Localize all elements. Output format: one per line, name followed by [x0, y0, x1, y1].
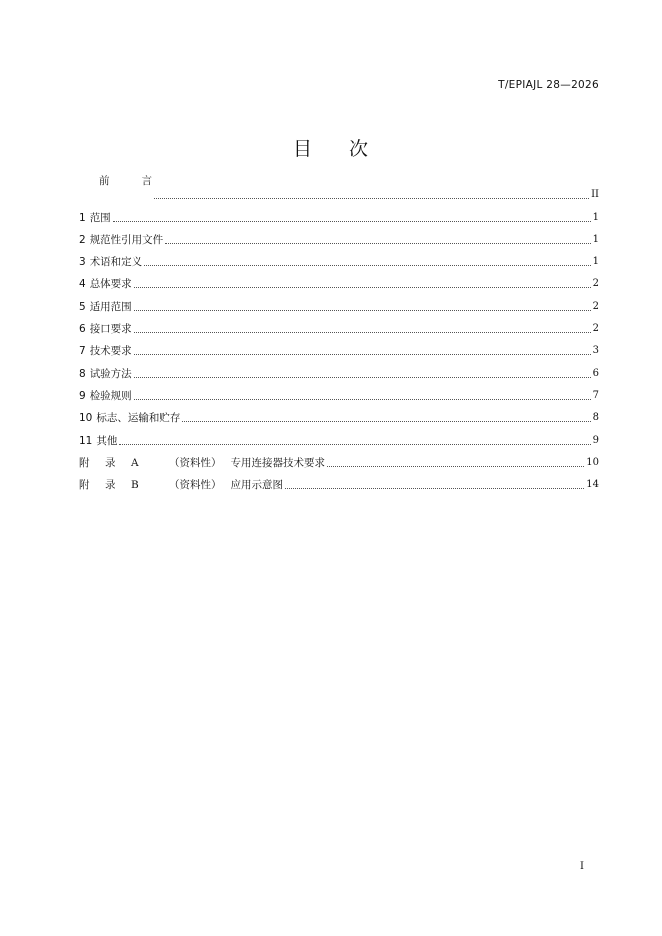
annex-word1: 附	[79, 479, 90, 492]
annex-letter: A	[131, 456, 139, 469]
section-number: 1	[79, 211, 86, 224]
toc-page-number: 2	[592, 323, 599, 335]
toc-page-number: 3	[592, 345, 599, 357]
dot-leader	[119, 443, 590, 445]
toc-title	[0, 134, 662, 161]
annex-nature: （资料性）	[169, 456, 222, 469]
section-number: 9	[79, 389, 86, 402]
section-title: 其他	[96, 434, 118, 447]
section-number: 7	[79, 345, 86, 358]
toc-page-number: 9	[592, 434, 599, 446]
toc-page-number: 6	[592, 367, 599, 379]
section-number: 6	[79, 323, 86, 336]
toc-page-number: 1	[592, 211, 599, 223]
toc-page-number: 1	[592, 256, 599, 268]
toc-entry-section[interactable]	[79, 403, 599, 425]
toc-entry-section[interactable]	[79, 336, 599, 358]
page-number: I	[580, 861, 584, 872]
dot-leader	[154, 197, 589, 199]
table-of-contents	[79, 175, 599, 492]
toc-entry-annex-a[interactable]	[79, 448, 599, 470]
section-number: 11	[79, 434, 93, 447]
annex-word2: 录	[105, 456, 116, 469]
foreword-char1: 前	[99, 175, 110, 188]
dot-leader	[134, 376, 591, 378]
toc-entry-section[interactable]	[79, 425, 599, 447]
dot-leader	[327, 465, 584, 467]
toc-entry-section[interactable]	[79, 358, 599, 380]
dot-leader	[134, 353, 591, 355]
toc-page-number: 14	[586, 479, 599, 491]
toc-entry-section[interactable]	[79, 381, 599, 403]
foreword-char2: 言	[141, 175, 153, 188]
dot-leader	[134, 309, 591, 311]
annex-title: 专用连接器技术要求	[230, 456, 325, 469]
section-title: 适用范围	[89, 300, 132, 313]
toc-page-number: 10	[586, 456, 599, 468]
dot-leader	[165, 242, 590, 244]
toc-page-number: 7	[592, 389, 599, 401]
toc-page-number: 1	[592, 233, 599, 245]
document-code: T/EPIAJL 28—2026	[498, 79, 599, 91]
toc-entry-section[interactable]	[79, 314, 599, 336]
section-number: 4	[79, 278, 86, 291]
dot-leader	[182, 420, 590, 422]
dot-leader	[285, 487, 584, 489]
toc-title-part2: 次	[349, 138, 370, 160]
toc-entry-section[interactable]	[79, 247, 599, 269]
dot-leader	[144, 264, 590, 266]
toc-page-number: II	[591, 189, 599, 201]
toc-page-number: 2	[592, 300, 599, 312]
section-number: 5	[79, 300, 86, 313]
dot-leader	[113, 220, 591, 222]
section-title: 检验规则	[89, 389, 132, 402]
toc-entry-section[interactable]	[79, 202, 599, 224]
toc-entry-section[interactable]	[79, 291, 599, 313]
toc-entry-foreword[interactable]	[79, 175, 599, 202]
annex-word2: 录	[105, 479, 116, 492]
dot-leader	[134, 286, 591, 288]
annex-letter: B	[131, 479, 139, 492]
annex-nature: （资料性）	[169, 479, 222, 492]
toc-entry-section[interactable]	[79, 269, 599, 291]
section-title: 术语和定义	[89, 256, 143, 269]
dot-leader	[134, 398, 591, 400]
toc-page-number: 2	[592, 278, 599, 290]
section-number: 8	[79, 367, 86, 380]
section-title: 范围	[89, 211, 111, 224]
section-title: 标志、运输和贮存	[96, 412, 181, 425]
toc-page-number: 8	[592, 412, 599, 424]
annex-title: 应用示意图	[230, 479, 283, 492]
section-number: 2	[79, 233, 86, 246]
annex-word1: 附	[79, 456, 90, 469]
dot-leader	[134, 331, 591, 333]
section-title: 规范性引用文件	[89, 233, 164, 246]
section-number: 3	[79, 256, 86, 269]
section-title: 试验方法	[89, 367, 132, 380]
toc-entry-section[interactable]	[79, 225, 599, 247]
section-title: 接口要求	[89, 323, 132, 336]
toc-title-part1: 目	[292, 138, 313, 160]
section-title: 总体要求	[89, 278, 132, 291]
section-number: 10	[79, 412, 93, 425]
toc-entry-annex-b[interactable]	[79, 470, 599, 492]
section-title: 技术要求	[89, 345, 132, 358]
